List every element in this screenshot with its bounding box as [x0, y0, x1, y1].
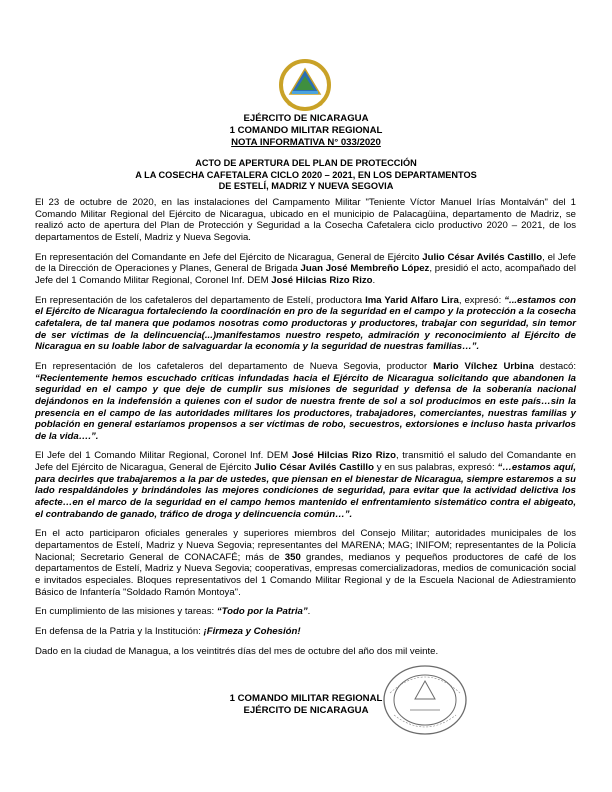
paragraph-5: El Jefe del 1 Comando Militar Regional, Coronel Inf. DEM José Hilcias Rizo Rizo, transmitió el saludo del Comandante en Jefe del Ejército de Nicaragua, General de Ejército Julio César Avilés Castillo y en sus palabras, expresó: “…estamos aquí, para decirles que trabajaremos a la par de ustedes, que piensan en el bienestar de Nicaragua, siempre estaremos a su lado respaldándoles y brindándoles las mejores condiciones de seguridad, para evitar que la actividad delictiva los afecte…en el marco de la seguridad en el campo hemos mantenido el enfrentamiento sistemático contra el abigeato, el contrabando de ganado, tráfico de droga y delincuencia común…”. [35, 450, 577, 520]
person-name: Mario Vílchez Urbina [433, 360, 534, 372]
person-name: Julio César Avilés Castillo [422, 251, 543, 263]
header-note-number: NOTA INFORMATIVA N° 033/2020 [231, 137, 381, 148]
nicaragua-coat-of-arms-icon [270, 58, 340, 116]
paragraph-7: En cumplimiento de las misiones y tareas: “Todo por la Patria”. [35, 606, 311, 618]
paragraph-8: En defensa de la Patria y la Institución: ¡Firmeza y Cohesión! [35, 626, 301, 637]
paragraph-4: En representación de los cafetaleros del departamento de Nueva Segovia, productor Mario Vílchez Urbina destacó: “Recientemente hemos escuchado críticas infundadas hacia el Ejército de Nicaragua solicitando que abandonen la seguridad en el campo y que deje de cumplir sus misiones de seguridad y defensa de la soberanía nacional dejándonos en la indefensión a quienes con el sudor de nuestra frente de sol a sol producimos en este país…sin la presencia en el campo de las autoridades militares los productores, trabajadores, comerciantes, nuestras familias y población en general estaríamos propensos a ser víctimas de robo, secuestros, extorsiones e incluso hasta privarlos de la vida….”. [35, 360, 577, 442]
paragraph-3: En representación de los cafetaleros del departamento de Estelí, productora Ima Yarid Alfaro Lira, expresó: “...estamos con el Ejército de Nicaragua fortaleciendo la coordinación en pro de la seguridad en el campo y la protección a la cosecha cafetalera, de tal manera que podamos nosotras como productoras y productores, trabajar con seguridad, sin temor de ser víctimas de la delincuencia(...)manifestamos nuestro respeto, admiración y reconocimiento al Ejército de Nicaragua en su loable labor de salvaguardar la economía y la seguridad de nuestras familias…”. [35, 294, 577, 353]
quote: “...estamos con el Ejército de Nicaragua fortaleciendo la coordinación en pro de la seguridad en el campo y la protección a la cosecha cafetalera, de tal manera que podamos nosotras como productoras y productores, trabajar con seguridad, sin temor de ser víctimas de la delincuencia(...)manifestamos nuestro respeto, admiración y reconocimiento al Ejército de Nicaragua en su loable labor de salvaguardar la economía y la seguridad de nuestras familias…”. [35, 294, 577, 353]
person-name: Julio César Avilés Castillo [254, 462, 374, 474]
document-header [0, 113, 612, 149]
title-line-1: ACTO DE APERTURA DEL PLAN DE PROTECCIÓN [195, 158, 417, 168]
quote: “…estamos aquí, para decirles que trabajaremos a la par de ustedes, que piensan en el bienestar de Nicaragua, siempre estaremos a su lado respaldándoles y brindándoles las mejores condiciones de seguridad, para evitar que la actividad delictiva los afecte…en el marco de la seguridad en el campo hemos mantenido el enfrentamiento sistemático contra el abigeato, el contrabando de ganado, tráfico de droga y delincuencia común…”. [35, 462, 577, 520]
paragraph-6: En el acto participaron oficiales generales y superiores miembros del Consejo Militar; autoridades municipales de los departamentos de Estelí, Madriz y Nueva Segovia; representantes del MARENA; MAG; INIFOM; representantes de la Policía Nacional; Secretario General de CONACAFÉ; más de 350 grandes, medianos y pequeños productores de café de los departamentos de Estelí, Madriz y Nueva Segovia; cooperativas, empresas comercializadoras, medios de comunicación social e invitados especiales. Bloques representativos del 1 Comando Militar Regional y de la Escuela Nacional de Adiestramiento Básico de Infantería "Soldado Ramón Montoya". [35, 528, 576, 598]
header-army-name: EJÉRCITO DE NICARAGUA [243, 113, 369, 124]
producer-count: 350 [284, 551, 301, 563]
official-seal-stamp-icon [380, 663, 470, 737]
footer-army-name: EJÉRCITO DE NICARAGUA [243, 705, 369, 716]
document-title [0, 158, 612, 193]
person-name: José Hilcias Rizo Rizo [291, 450, 396, 462]
paragraph-1: El 23 de octubre de 2020, en las instalaciones del Campamento Militar "Teniente Víctor Manuel Irías Montalván" del 1 Comando Militar Regional del Ejército de Nicaragua, ubicado en el municipio de Palacagüina, departamento de Madriz, se realizó acto de apertura del Plan de Protección y Seguridad a la Cosecha Cafetalera ciclo productivo 2020 – 2021, de los departamentos de Estelí, Madriz y Nueva Segovia. [35, 197, 576, 243]
person-name: Ima Yarid Alfaro Lira [365, 294, 459, 306]
motto: ¡Firmeza y Cohesión! [203, 626, 301, 637]
motto: “Todo por la Patria” [216, 606, 308, 618]
footer-regional-command: 1 COMANDO MILITAR REGIONAL [229, 693, 383, 704]
person-name: José Hilcias Rizo Rizo [271, 274, 373, 286]
paragraph-2: En representación del Comandante en Jefe del Ejército de Nicaragua, General de Ejército Julio César Avilés Castillo, el Jefe de la Dirección de Operaciones y Planes, General de Brigada Juan José Membreño López, presidió el acto, acompañado del Jefe del 1 Comando Militar Regional, Coronel Inf. DEM José Hilcias Rizo Rizo. [35, 251, 577, 286]
header-regional-command: 1 COMANDO MILITAR REGIONAL [229, 125, 383, 136]
quote: “Recientemente hemos escuchado críticas infundadas hacia el Ejército de Nicaragua solicitando que abandonen la seguridad en el campo y que deje de cumplir sus misiones de seguridad y defensa de la soberanía nacional dejándonos en la indefensión a quienes con el sudor de nuestra frente de sol a sol producimos en este país…sin la presencia en el campo de las autoridades militares los productores, trabajadores, comerciantes, nuestras familias y población en general estaríamos propensos a ser víctimas de robo, secuestros, extorsiones e incluso hasta privarlos de la vida….”. [35, 372, 576, 442]
title-line-3: DE ESTELÍ, MADRIZ Y NUEVA SEGOVIA [218, 181, 394, 192]
paragraph-9: Dado en la ciudad de Managua, a los veintitrés días del mes de octubre del año dos mil veinte. [35, 645, 439, 657]
person-name: Juan José Membreño López [300, 263, 430, 275]
signature-block [0, 693, 612, 717]
document-body [35, 197, 576, 665]
title-line-2: A LA COSECHA CAFETALERA CICLO 2020 – 2021, EN LOS DEPARTAMENTOS [135, 169, 477, 180]
